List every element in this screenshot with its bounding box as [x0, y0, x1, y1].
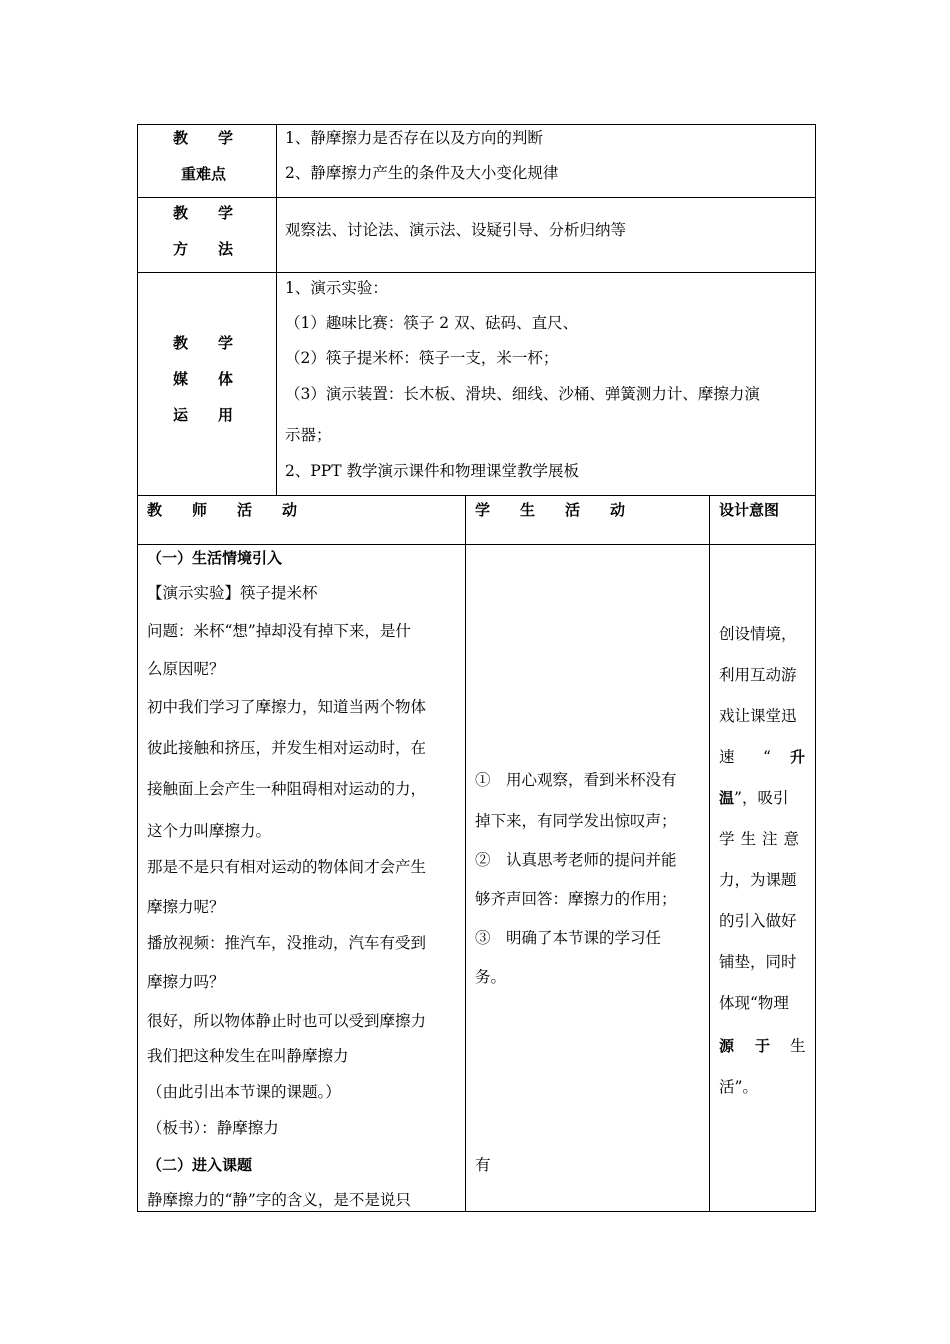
teacher-line: 摩擦力呢？ [147, 898, 225, 916]
method-label-line2: 方 法 [173, 240, 234, 258]
student-line: ① 用心观察，看到米杯没有 [475, 771, 677, 789]
teacher-line: 问题：米杯“想”掉却没有掉下来，是什 [147, 622, 411, 640]
design-line: 的引入做好 [719, 912, 797, 930]
design-word: 升 [790, 748, 806, 766]
media-label-line2: 媒 体 [173, 370, 234, 388]
difficulty-item: 1、静摩擦力是否存在以及方向的判断 [285, 129, 543, 147]
design-line: 利用互动游 [719, 666, 797, 684]
design-line: 创设情境， [719, 625, 797, 643]
teacher-line: 我们把这种发生在叫静摩擦力 [147, 1047, 349, 1065]
design-column-divider [709, 495, 710, 1212]
design-word: 速 [719, 748, 735, 766]
label-column-divider [276, 124, 277, 496]
row-divider [137, 544, 816, 545]
media-line: 示器； [285, 426, 332, 444]
student-activity-header: 学 生 活 动 [475, 501, 626, 519]
teacher-line: 初中我们学习了摩擦力，知道当两个物体 [147, 698, 427, 716]
design-line: 体现“物理 [719, 994, 789, 1012]
teacher-activity-header: 教 师 活 动 [147, 501, 298, 519]
student-line: ③ 明确了本节课的学习任 [475, 929, 662, 947]
method-text: 观察法、讨论法、演示法、设疑引导、分析归纳等 [285, 221, 627, 239]
teacher-line: 摩擦力吗？ [147, 973, 225, 991]
design-line: 戏让课堂迅 [719, 707, 797, 725]
student-line: 务。 [475, 968, 507, 986]
demo-line [147, 583, 318, 603]
media-line: 2、PPT 教学演示课件和物理课堂教学展板 [285, 462, 579, 480]
row-divider [137, 495, 816, 496]
design-word: 温 [719, 789, 735, 807]
media-label-line1: 教 学 [173, 334, 234, 352]
table-right-border [815, 124, 816, 1212]
section2-title: （二）进入课题 [147, 1156, 253, 1174]
teacher-line: （由此引出本节课的课题。） [147, 1083, 341, 1101]
difficulty-label-line1: 教 学 [173, 129, 234, 147]
demo-label: 【演示实验】 [147, 584, 241, 602]
section1-title: （一）生活情境引入 [147, 549, 283, 567]
design-line: 学生注意 [719, 830, 806, 848]
teacher-line: 这个力叫摩擦力。 [147, 822, 272, 840]
student-line: 够齐声回答：摩擦力的作用； [475, 890, 677, 908]
design-word: “ [763, 748, 771, 766]
student-line: 掉下来，有同学发出惊叹声； [475, 812, 677, 830]
media-line: （3）演示装置：长木板、滑块、细线、沙桶、弹簧测力计、摩擦力演 [285, 385, 760, 403]
media-line: 1、演示实验： [285, 279, 388, 297]
design-intent-header: 设计意图 [719, 501, 780, 519]
difficulty-item: 2、静摩擦力产生的条件及大小变化规律 [285, 164, 559, 182]
student-tail: 有 [475, 1156, 491, 1174]
demo-text: 筷子提米杯 [240, 584, 318, 602]
media-line: （2）筷子提米杯：筷子一支，米一杯； [285, 349, 559, 367]
design-line: 力，为课题 [719, 871, 797, 889]
table-bottom-border [137, 1211, 816, 1212]
teacher-line: 很好，所以物体静止时也可以受到摩擦力 [147, 1012, 427, 1030]
teacher-line: 彼此接触和挤压，并发生相对运动时，在 [147, 739, 427, 757]
method-label-line1: 教 学 [173, 204, 234, 222]
design-word: 源 [719, 1037, 735, 1055]
difficulty-label-line2: 重难点 [181, 165, 227, 183]
table-left-border [137, 124, 138, 1212]
media-line: （1）趣味比赛：筷子 2 双、砝码、直尺、 [285, 314, 579, 332]
design-line: 活”。 [719, 1078, 758, 1096]
teacher-line: 播放视频：推汽车，没推动，汽车有受到 [147, 934, 427, 952]
teacher-line: 接触面上会产生一种阻碍相对运动的力， [147, 780, 427, 798]
teacher-line: （板书）：静摩擦力 [147, 1119, 279, 1137]
row-divider [137, 197, 816, 198]
teacher-line: 么原因呢？ [147, 660, 225, 678]
design-word: 生 [790, 1037, 806, 1055]
design-word: ”，吸引 [734, 789, 789, 807]
media-label-line3: 运 用 [173, 406, 234, 424]
student-line: ② 认真思考老师的提问并能 [475, 851, 677, 869]
row-divider [137, 272, 816, 273]
design-word: 于 [755, 1037, 771, 1055]
teacher-line: 那是不是只有相对运动的物体间才会产生 [147, 858, 427, 876]
design-line [719, 788, 788, 808]
teacher-line: 静摩擦力的“静”字的含义，是不是说只 [147, 1191, 411, 1209]
student-column-divider [465, 495, 466, 1212]
table-top-border [137, 124, 816, 125]
design-line: 铺垫，同时 [719, 953, 797, 971]
